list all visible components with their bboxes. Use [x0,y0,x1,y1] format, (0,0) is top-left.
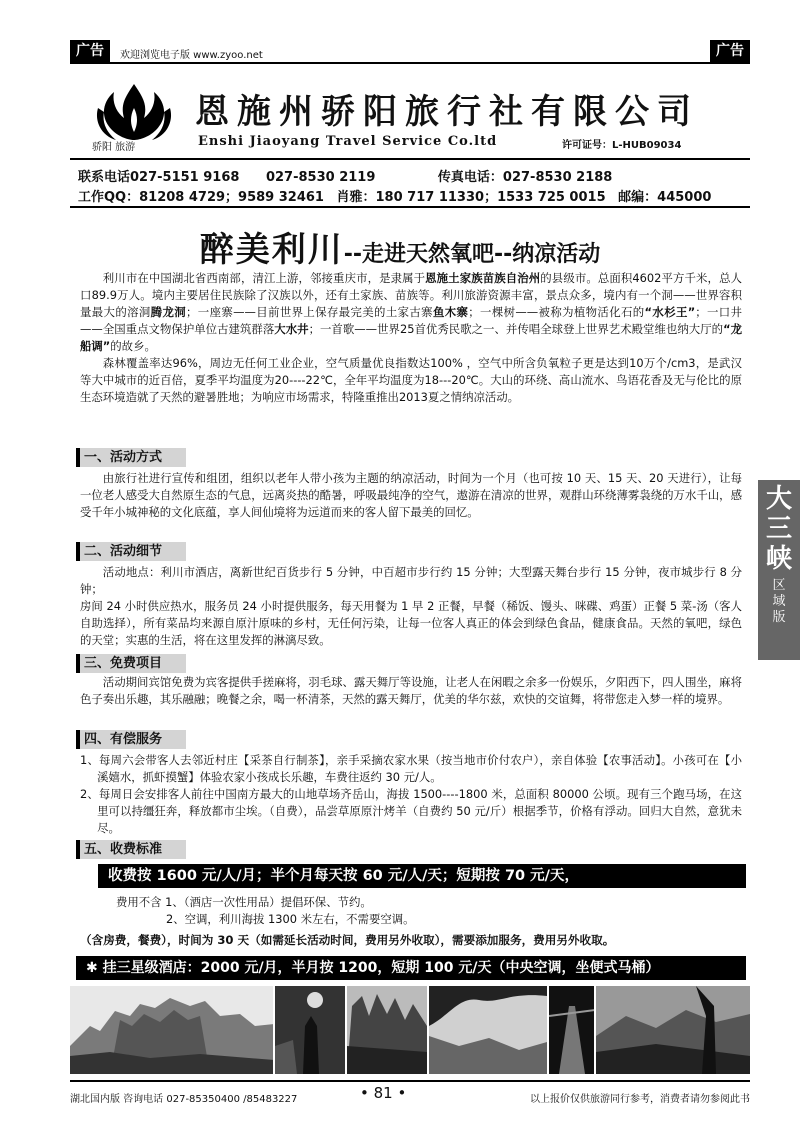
company-header [70,70,750,160]
welcome-text: 欢迎浏览电子版 www.zyoo.net [120,50,263,61]
license-number: 许可证号：L-HUB09034 [562,140,682,151]
page-footer [70,1080,750,1110]
section-1-text: 由旅行社进行宣传和组团，组织以老年人带小孩为主题的纳凉活动，时间为一个月（也可按 10 天、15 天、20 天进行），让每一位老人感受大自然原生态的气息，远离炎热的酷暑，呼吸最纯净的空气，遨游在清凉的世界，观群山环绕薄雾袅绕的万水千山，感受千年小城神秘的文化底蕴，享人间仙境将为远道而来的客人留下最美的回忆。 [80,471,742,519]
title-rest: --走进天然氧吧--纳凉活动 [343,242,601,267]
footer-contact: 湖北国内版 咨询电话 027-85350400 /85483227 [70,1094,298,1105]
company-name-cn: 恩施州骄阳旅行社有限公司 [195,92,699,132]
paid-item-2: 2、每周日会安排客人前往中国南方最大的山地草场齐岳山，海拔 1500----1800 米，总面积 80000 公顷。现有三个跑马场，在这里可以持缰狂奔，释放都市尘埃。（自费），品尝草原原汁烤羊（自费约 50 元/斤）根据季节，价格有浮动。回归大自然，意犹未尽。 [80,787,742,835]
section-heading-4: 四、有偿服务 [76,730,186,749]
logo-caption: 骄阳 旅游 [92,142,136,153]
section-2-text: 活动地点：利川市酒店，离新世纪百货步行 5 分钟，中百超市步行约 15 分钟；大型露天舞台步行 15 分钟，夜市城步行 8 分钟； 房间 24 小时供应热水，服务员 24 小时提供服务，每天用餐为 1 早 2 正餐，早餐（稀饭、馒头、咪碟、鸡蛋）正餐 5 菜-汤（客人自助选择），所有菜品均来源自原汁原味的乡村，无任何污染，让每一位客人真正的体会到绿色食品，健康食品。天然的氧吧，绿色的天堂；实惠的生活，将在这里发挥的淋漓尽致。 [80,565,742,647]
hotel-price-bar: ✱ 挂三星级酒店：2000 元/月，半月按 1200，短期 100 元/天（中央空调，坐便式马桶） [76,956,746,980]
section-3-text: 活动期间宾馆免费为宾客提供手搓麻将，羽毛球、露天舞厅等设施，让老人在闲暇之余多一份娱乐，夕阳西下，四人围坐，麻将色子奏出乐趣，其乐融融；晚餐之余，喝一杯清茶，天然的露天舞厅，优美的华尔兹，欢快的交谊舞，将带您走入梦一样的境界。 [80,675,742,706]
contact-person: 肖雅：180 717 11330；1533 725 0015 [336,190,606,205]
photo-path-railing [549,986,595,1074]
side-tab-subtitle: 区域版 [772,578,786,625]
paid-item-1: 1、每周六会带客人去邻近村庄【采茶自行制茶】，亲手采摘农家水果（按当地市价付农户），亲自体验【农事活动】。小孩可在【小溪嬉水，抓虾摸蟹】体验农家小孩成长乐趣，车费往返约 30 元/人。 [80,753,742,784]
main-title [0,222,800,271]
exclusion-2: 2、空调，利川海拔 1300 米左右，不需要空调。 [166,912,415,926]
work-qq: 工作QQ：81208 4729；9589 32461 [78,190,324,205]
page-number: • 81 • [360,1084,407,1102]
ad-label-right: 广告 [710,40,750,62]
exclusion-1: 费用不含 1、（酒店一次性用品）提倡环保、节约。 [116,895,372,909]
contact-block [70,164,750,208]
fax-number: 传真电话：027-8530 2188 [437,170,613,185]
price-note: （含房费，餐费），时间为 30 天（如需延长活动时间，费用另外收取），需要添加服务，费用另外收取。 [80,933,615,947]
section-heading-5: 五、收费标准 [76,840,186,859]
photo-strip [70,986,750,1074]
phone-1: 联系电话027-5151 9168 [78,170,240,185]
postcode: 邮编：445000 [618,190,712,205]
side-tab-title: 大三峡 [765,484,792,574]
top-bar [70,40,750,64]
ad-label-left: 广告 [70,40,110,62]
section-heading-1: 一、活动方式 [76,448,186,467]
price-bar: 收费按 1600 元/人/月；半个月每天按 60 元/人/天；短期按 70 元/天， [98,864,746,888]
intro-paragraph-1: 利川市在中国湖北省西南部，清江上游，邻接重庆市，是隶属于恩施土家族苗族自治州的县级市。总面积4602平方千米，总人口89.9万人。境内主要居住民族除了汉族以外，还有土家族、苗族等。利川旅游资源丰富，景点众多，境内有一个洞——世界容积量最大的溶洞腾龙洞；一座寨——目前世界上保存最完美的土家古寨鱼木寨；一棵树——被称为植物活化石的“水杉王”；一口井——全国重点文物保护单位古建筑群落大水井；一首歌——世界25首优秀民歌之一、并传唱全球登上世界艺术殿堂维也纳大厅的“龙船调”的故乡。 [80,271,742,353]
section-heading-2: 二、活动细节 [76,542,186,561]
intro-paragraph-2: 森林覆盖率达96%，周边无任何工业企业，空气质量优良指数达100% ，空气中所含负氧粒子更是达到10万个/cm3，是武汉等大中城市的近百倍，夏季平均温度为20----22℃，全年平均温度为18---20℃。大山的环绕、高山流水、鸟语花香及无与伦比的原生态环境造就了天然的避暑胜地；为响应市场需求，特隆重推出2013夏之情纳凉活动。 [80,356,742,404]
title-calligraphy: 醉美利川 [199,230,344,270]
intro-text [80,270,742,406]
section-4-text [80,752,742,837]
phone-2: 027-8530 2119 [265,170,376,185]
company-name-en: Enshi Jiaoyang Travel Service Co.ltd [198,134,498,149]
photo-misty-forest [429,986,547,1074]
photo-mountain-sunset [596,986,750,1074]
section-heading-3: 三、免费项目 [76,654,186,673]
region-side-tab [758,480,800,660]
photo-rock-peaks [347,986,427,1074]
exclusions [116,894,736,928]
footer-disclaimer: 以上报价仅供旅游同行参考，消费者请勿参阅此书 [530,1094,750,1105]
photo-canyon-cliffs [70,986,273,1074]
photo-stone-pillar [275,986,345,1074]
